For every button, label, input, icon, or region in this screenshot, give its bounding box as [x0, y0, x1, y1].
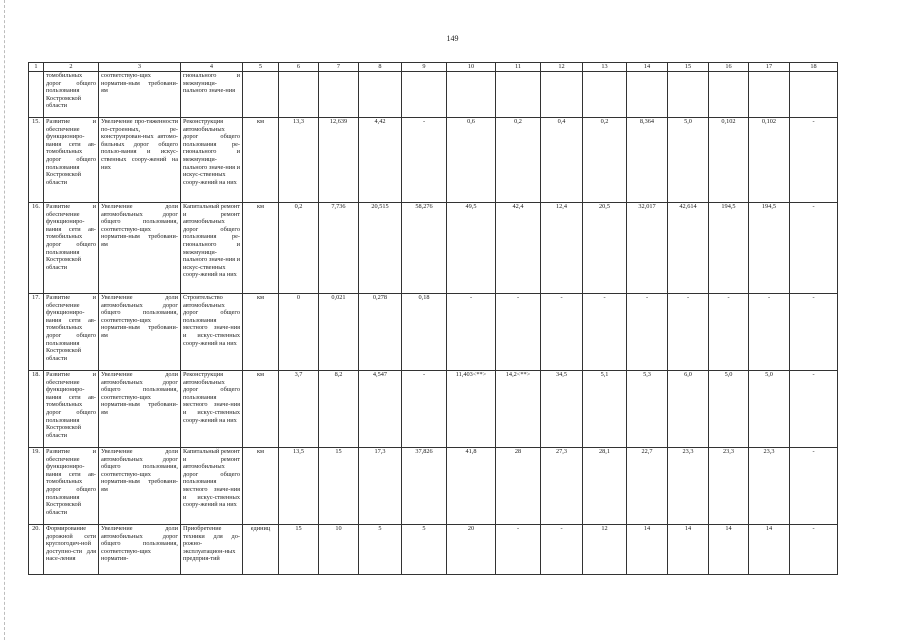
- row-index: 20.: [29, 525, 44, 575]
- value-cell: 20,5: [583, 203, 627, 294]
- value-cell: 0,2: [279, 203, 319, 294]
- scan-edge-line: [4, 0, 6, 640]
- unit-cell: км: [243, 448, 279, 525]
- value-cell: 27,3: [541, 448, 583, 525]
- value-cell: 49,5: [447, 203, 496, 294]
- value-cell: [668, 72, 709, 118]
- unit-cell: [243, 72, 279, 118]
- value-cell: 8,2: [319, 371, 359, 448]
- col-header: 1: [29, 63, 44, 72]
- program-name-cell: Развитие и обеспечение функциониро-вания сети ав-томобильных дорог общего пользования Костромской области: [44, 294, 99, 371]
- col-header: 14: [627, 63, 668, 72]
- value-cell: -: [541, 525, 583, 575]
- value-cell: 0,2: [583, 118, 627, 203]
- value-cell: 8,364: [627, 118, 668, 203]
- value-cell: 11,403<**>: [447, 371, 496, 448]
- value-cell: 15: [279, 525, 319, 575]
- value-cell: 7,736: [319, 203, 359, 294]
- value-cell: 0,102: [749, 118, 790, 203]
- col-header: 17: [749, 63, 790, 72]
- value-cell: -: [402, 371, 447, 448]
- measure-cell: Реконструкция автомобильных дорог общего пользования ре-гионального и межмуници-пального значе-ния и искус-ственных соору-жений на них: [181, 118, 243, 203]
- value-cell: -: [496, 294, 541, 371]
- value-cell: 20: [447, 525, 496, 575]
- value-cell: 5: [402, 525, 447, 575]
- col-header: 10: [447, 63, 496, 72]
- value-cell: 5,1: [583, 371, 627, 448]
- table-row: [29, 448, 838, 525]
- col-header: 5: [243, 63, 279, 72]
- indicator-cell: Увеличение доли автомобильных дорог общего пользования, соответствую-щих норматив-: [99, 525, 181, 575]
- value-cell: 32,017: [627, 203, 668, 294]
- col-header: 7: [319, 63, 359, 72]
- program-name-cell: Развитие и обеспечение функциониро-вания сети ав-томобильных дорог общего пользования Костромской области: [44, 371, 99, 448]
- value-cell: 0,278: [359, 294, 402, 371]
- table-row: [29, 72, 838, 118]
- value-cell: [583, 72, 627, 118]
- value-cell: [541, 72, 583, 118]
- value-cell: 6,0: [668, 371, 709, 448]
- value-cell: 14: [627, 525, 668, 575]
- value-cell: 0,4: [541, 118, 583, 203]
- value-cell: 22,7: [627, 448, 668, 525]
- col-header: 15: [668, 63, 709, 72]
- value-cell: -: [583, 294, 627, 371]
- value-cell: 15: [319, 448, 359, 525]
- indicator-cell: Увеличение доли автомобильных дорог общего пользования, соответствую-щих норматив-ным требовани-ям: [99, 294, 181, 371]
- value-cell: [279, 72, 319, 118]
- row-index: [29, 72, 44, 118]
- value-cell: 14,2<**>: [496, 371, 541, 448]
- value-cell: [402, 72, 447, 118]
- value-cell: 0,021: [319, 294, 359, 371]
- value-cell: 42,4: [496, 203, 541, 294]
- table-row: [29, 525, 838, 575]
- value-cell: 0,102: [709, 118, 749, 203]
- row-index: 18.: [29, 371, 44, 448]
- value-cell: [359, 72, 402, 118]
- table-row: [29, 371, 838, 448]
- row-index: 16.: [29, 203, 44, 294]
- value-cell: -: [402, 118, 447, 203]
- value-cell: [447, 72, 496, 118]
- value-cell: 0,6: [447, 118, 496, 203]
- value-cell: 0,18: [402, 294, 447, 371]
- value-cell: 5,3: [627, 371, 668, 448]
- value-cell: 14: [709, 525, 749, 575]
- value-cell: 28,1: [583, 448, 627, 525]
- header-row: [29, 63, 838, 72]
- value-cell: 0: [279, 294, 319, 371]
- value-cell: [749, 72, 790, 118]
- col-header: 12: [541, 63, 583, 72]
- col-header: 13: [583, 63, 627, 72]
- value-cell: 14: [668, 525, 709, 575]
- indicator-cell: Увеличение доли автомобильных дорог общего пользования, соответствую-щих норматив-ным требовани-ям: [99, 203, 181, 294]
- page-number: 149: [446, 34, 459, 43]
- value-cell: 28: [496, 448, 541, 525]
- value-cell: [496, 72, 541, 118]
- row-index: 15.: [29, 118, 44, 203]
- value-cell: 23,3: [668, 448, 709, 525]
- value-cell: 58,276: [402, 203, 447, 294]
- col-header: 4: [181, 63, 243, 72]
- measure-cell: Капитальный ремонт и ремонт автомобильных дорог общего пользования ре-гионального и межмуници-пального значе-ния и искус-ственных соору-жений на них: [181, 203, 243, 294]
- value-cell: [627, 72, 668, 118]
- value-cell: 5,0: [709, 371, 749, 448]
- measure-cell: Приобретение техники для до-рожно-эксплуатацион-ных предприя-тий: [181, 525, 243, 575]
- value-cell: 3,7: [279, 371, 319, 448]
- unit-cell: км: [243, 294, 279, 371]
- col-header: 2: [44, 63, 99, 72]
- value-cell: -: [749, 294, 790, 371]
- measure-cell: гионального и межмуници-пального значе-ния: [181, 72, 243, 118]
- value-cell: 23,3: [709, 448, 749, 525]
- measure-cell: Реконструкция автомобильных дорог общего пользования местного значе-ния и искус-ственных соору-жений на них: [181, 371, 243, 448]
- value-cell: 12,4: [541, 203, 583, 294]
- col-header: 18: [790, 63, 838, 72]
- value-cell: -: [541, 294, 583, 371]
- value-cell: 17,3: [359, 448, 402, 525]
- value-cell: 13,3: [279, 118, 319, 203]
- value-cell: 5,0: [668, 118, 709, 203]
- col-header: 16: [709, 63, 749, 72]
- indicator-cell: Увеличение доли автомобильных дорог общего пользования, соответствую-щих норматив-ным требовани-ям: [99, 448, 181, 525]
- unit-cell: км: [243, 118, 279, 203]
- indicators-table: [28, 62, 838, 575]
- col-header: 8: [359, 63, 402, 72]
- value-cell: -: [790, 448, 838, 525]
- value-cell: 4,42: [359, 118, 402, 203]
- program-name-cell: томобильных дорог общего пользования Костромской области: [44, 72, 99, 118]
- value-cell: 20,515: [359, 203, 402, 294]
- value-cell: 194,5: [709, 203, 749, 294]
- col-header: 11: [496, 63, 541, 72]
- col-header: 9: [402, 63, 447, 72]
- unit-cell: км: [243, 203, 279, 294]
- value-cell: 12: [583, 525, 627, 575]
- program-name-cell: Развитие и обеспечение функциониро-вания сети ав-томобильных дорог общего пользования Костромской области: [44, 118, 99, 203]
- value-cell: 5: [359, 525, 402, 575]
- program-name-cell: Развитие и обеспечение функциониро-вания сети ав-томобильных дорог общего пользования Костромской области: [44, 203, 99, 294]
- value-cell: [790, 72, 838, 118]
- value-cell: 10: [319, 525, 359, 575]
- value-cell: 37,826: [402, 448, 447, 525]
- value-cell: -: [627, 294, 668, 371]
- value-cell: 41,8: [447, 448, 496, 525]
- row-index: 19.: [29, 448, 44, 525]
- row-index: 17.: [29, 294, 44, 371]
- col-header: 6: [279, 63, 319, 72]
- value-cell: 23,3: [749, 448, 790, 525]
- indicator-cell: Увеличение про-тяженности по-строенных, ре-конструирован-ных автомо-бильных дорог общего пользо-вания и искус-ственных соору-жений на них: [99, 118, 181, 203]
- table-row: [29, 203, 838, 294]
- value-cell: -: [447, 294, 496, 371]
- value-cell: -: [790, 525, 838, 575]
- value-cell: [709, 72, 749, 118]
- program-name-cell: Формирование дорожной сети круглогодич-ной доступно-сти для насе-ления: [44, 525, 99, 575]
- value-cell: -: [790, 118, 838, 203]
- indicator-cell: Увеличение доли автомобильных дорог общего пользования, соответствую-щих норматив-ным требовани-ям: [99, 371, 181, 448]
- value-cell: -: [496, 525, 541, 575]
- value-cell: 42,614: [668, 203, 709, 294]
- value-cell: 194,5: [749, 203, 790, 294]
- value-cell: 5,0: [749, 371, 790, 448]
- measure-cell: Капитальный ремонт и ремонт автомобильных дорог общего пользования местного значе-ния и искус-ственных соору-жений на них: [181, 448, 243, 525]
- col-header: 3: [99, 63, 181, 72]
- program-name-cell: Развитие и обеспечение функциониро-вания сети ав-томобильных дорог общего пользования Костромской области: [44, 448, 99, 525]
- value-cell: -: [668, 294, 709, 371]
- unit-cell: единиц: [243, 525, 279, 575]
- value-cell: 12,639: [319, 118, 359, 203]
- value-cell: -: [790, 203, 838, 294]
- indicator-cell: соответствую-щих норматив-ным требовани-ям: [99, 72, 181, 118]
- value-cell: [319, 72, 359, 118]
- value-cell: -: [790, 294, 838, 371]
- value-cell: 4,547: [359, 371, 402, 448]
- table-row: [29, 294, 838, 371]
- value-cell: 0,2: [496, 118, 541, 203]
- value-cell: 14: [749, 525, 790, 575]
- measure-cell: Строительство автомобильных дорог общего пользования местного значе-ния и искус-ственных соору-жений на них: [181, 294, 243, 371]
- value-cell: -: [709, 294, 749, 371]
- value-cell: -: [790, 371, 838, 448]
- value-cell: 13,5: [279, 448, 319, 525]
- table-row: [29, 118, 838, 203]
- unit-cell: км: [243, 371, 279, 448]
- value-cell: 34,5: [541, 371, 583, 448]
